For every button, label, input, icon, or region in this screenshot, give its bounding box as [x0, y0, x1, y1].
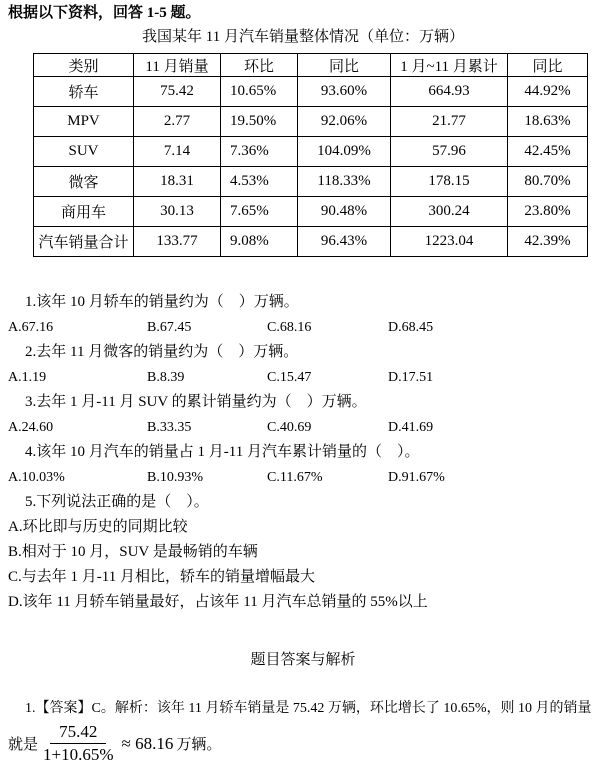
- cell-mom: 7.65%: [221, 197, 298, 227]
- option-c: C.40.69: [267, 420, 312, 435]
- table-row: [34, 197, 588, 227]
- question-1-text: 1.该年 10 月轿车的销量约为（ ）万辆。: [25, 294, 299, 310]
- cell-nov-sales: 75.42: [134, 77, 221, 107]
- column-header-yoy: 同比: [298, 54, 391, 77]
- table-title: 我国某年 11 月汽车销量整体情况（单位：万辆）: [142, 29, 464, 45]
- cell-cumulative-yoy: 42.39%: [508, 227, 588, 257]
- table-header-row: [34, 54, 588, 77]
- table-row: [34, 137, 588, 167]
- cell-yoy: 118.33%: [298, 167, 391, 197]
- cell-category: 微客: [34, 167, 134, 197]
- option-d: D.68.45: [388, 320, 434, 335]
- option-b: B.10.93%: [147, 470, 203, 485]
- question-2: [0, 340, 606, 390]
- cell-category: MPV: [34, 107, 134, 137]
- cell-yoy: 96.43%: [298, 227, 391, 257]
- fraction-numerator: 75.42: [50, 722, 106, 744]
- question-5-text: 5.下列说法正确的是（ ）。: [25, 494, 209, 510]
- cell-mom: 4.53%: [221, 167, 298, 197]
- question-3-options: [0, 415, 606, 440]
- question-4-text: 4.该年 10 月汽车的销量占 1 月-11 月汽车累计销量的（ ）。: [25, 444, 420, 460]
- cell-nov-sales: 2.77: [134, 107, 221, 137]
- formula-unit: 万辆。: [176, 737, 222, 753]
- column-header-cumulative: 1 月~11 月累计: [391, 54, 508, 77]
- question-1-options: [0, 315, 606, 340]
- column-header-mom: 环比: [221, 54, 298, 77]
- answer-1-text: 1.【答案】C。解析：该年 11 月轿车销量是 75.42 万辆，环比增长了 10.65%，则 10 月的销量: [25, 701, 592, 716]
- cell-cumulative: 21.77: [391, 107, 508, 137]
- cell-cumulative-yoy: 44.92%: [508, 77, 588, 107]
- question-5: [0, 490, 606, 615]
- cell-cumulative: 178.15: [391, 167, 508, 197]
- option-c: C.与去年 1 月-11 月相比，轿车的销量增幅最大: [8, 569, 315, 585]
- car-sales-table: [33, 53, 588, 257]
- column-header-cumulative-yoy: 同比: [508, 54, 588, 77]
- cell-nov-sales: 18.31: [134, 167, 221, 197]
- cell-cumulative: 57.96: [391, 137, 508, 167]
- cell-category: 商用车: [34, 197, 134, 227]
- option-a: A.24.60: [8, 420, 54, 435]
- cell-mom: 7.36%: [221, 137, 298, 167]
- cell-yoy: 104.09%: [298, 137, 391, 167]
- fraction: [43, 722, 114, 765]
- question-3: [0, 390, 606, 440]
- cell-cumulative: 300.24: [391, 197, 508, 227]
- cell-yoy: 93.60%: [298, 77, 391, 107]
- option-a: A.1.19: [8, 370, 47, 385]
- option-c: C.15.47: [267, 370, 312, 385]
- cell-cumulative-yoy: 18.63%: [508, 107, 588, 137]
- option-c: C.11.67%: [267, 470, 323, 485]
- option-d: D.17.51: [388, 370, 434, 385]
- table-row: [34, 107, 588, 137]
- table-row: [34, 77, 588, 107]
- questions-section: [0, 290, 606, 615]
- cell-cumulative: 664.93: [391, 77, 508, 107]
- option-b: B.33.35: [147, 420, 192, 435]
- cell-category: SUV: [34, 137, 134, 167]
- cell-cumulative-yoy: 80.70%: [508, 167, 588, 197]
- cell-mom: 9.08%: [221, 227, 298, 257]
- question-1: [0, 290, 606, 340]
- instruction-text: 根据以下资料，回答 1-5 题。: [8, 5, 201, 21]
- question-4: [0, 440, 606, 490]
- cell-mom: 19.50%: [221, 107, 298, 137]
- question-3-text: 3.去年 1 月-11 月 SUV 的累计销量约为（ ）万辆。: [25, 394, 367, 410]
- answers-heading: 题目答案与解析: [250, 652, 356, 668]
- formula-prefix: 就是: [8, 737, 39, 753]
- cell-mom: 10.65%: [221, 77, 298, 107]
- table-row: [34, 227, 588, 257]
- cell-yoy: 90.48%: [298, 197, 391, 227]
- option-b: B.8.39: [147, 370, 185, 385]
- cell-cumulative-yoy: 42.45%: [508, 137, 588, 167]
- option-d: D.91.67%: [388, 470, 445, 485]
- option-a: A.10.03%: [8, 470, 65, 485]
- formula-result: ≈ 68.16: [121, 733, 174, 753]
- cell-category: 汽车销量合计: [34, 227, 134, 257]
- option-d: D.该年 11 月轿车销量最好，占该年 11 月汽车总销量的 55%以上: [8, 594, 428, 610]
- option-a: A.67.16: [8, 320, 54, 335]
- cell-nov-sales: 7.14: [134, 137, 221, 167]
- answer-1-formula: [0, 722, 606, 765]
- answer-1: [0, 699, 606, 765]
- cell-category: 轿车: [34, 77, 134, 107]
- option-b: B.相对于 10 月，SUV 是最畅销的车辆: [8, 544, 258, 560]
- column-header-category: 类别: [34, 54, 134, 77]
- cell-cumulative: 1223.04: [391, 227, 508, 257]
- table-row: [34, 167, 588, 197]
- column-header-nov-sales: 11 月销量: [134, 54, 221, 77]
- cell-yoy: 92.06%: [298, 107, 391, 137]
- question-2-options: [0, 365, 606, 390]
- cell-nov-sales: 30.13: [134, 197, 221, 227]
- cell-nov-sales: 133.77: [134, 227, 221, 257]
- option-c: C.68.16: [267, 320, 312, 335]
- option-d: D.41.69: [388, 420, 434, 435]
- option-a: A.环比即与历史的同期比较: [8, 519, 188, 535]
- question-4-options: [0, 465, 606, 490]
- option-b: B.67.45: [147, 320, 192, 335]
- question-2-text: 2.去年 11 月微客的销量约为（ ）万辆。: [25, 344, 299, 360]
- cell-cumulative-yoy: 23.80%: [508, 197, 588, 227]
- fraction-denominator: 1+10.65%: [43, 745, 114, 764]
